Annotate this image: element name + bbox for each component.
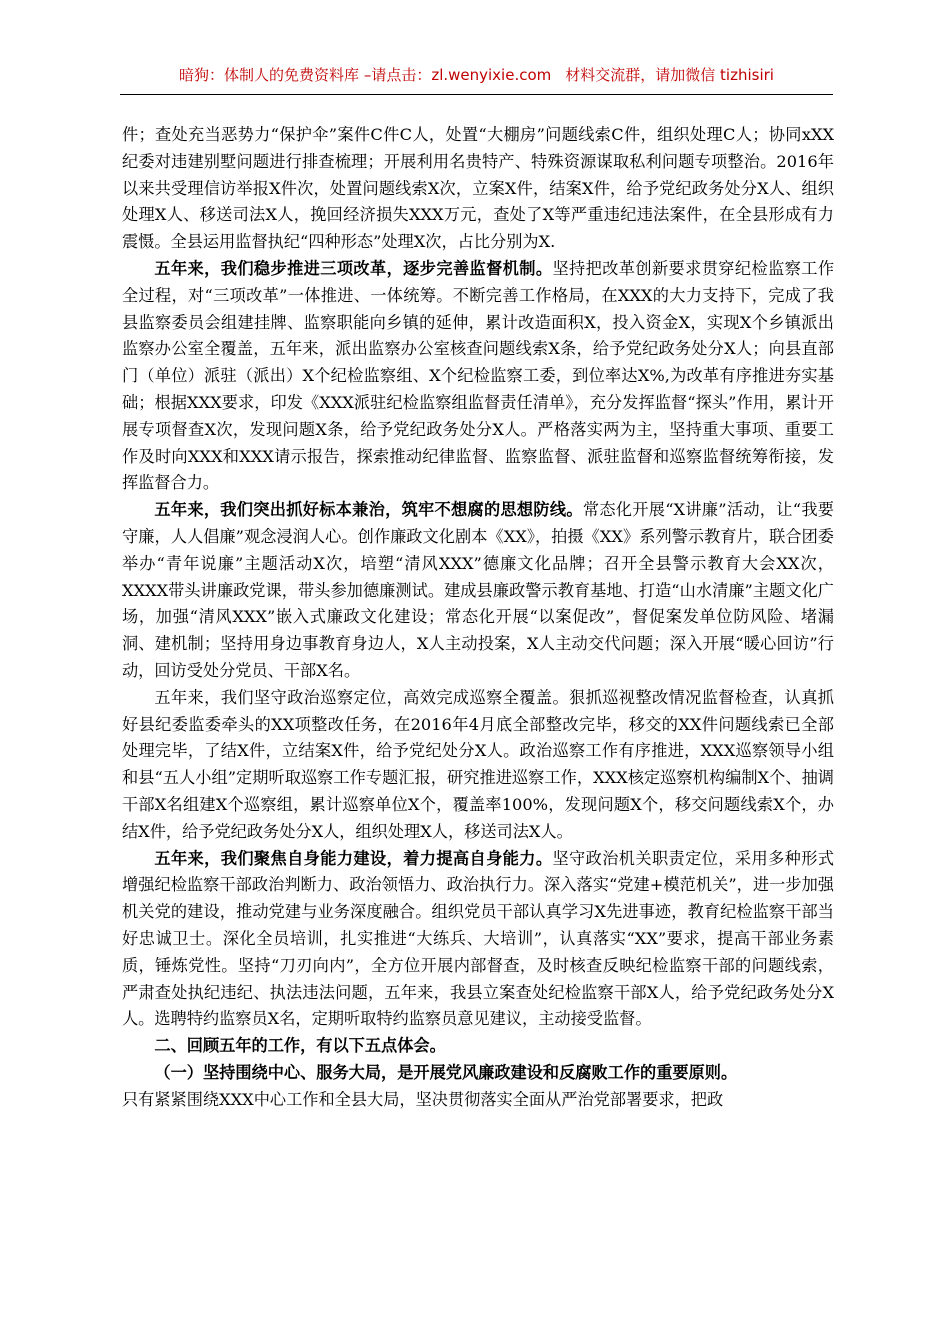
paragraph-8: 只有紧紧围绕XXX中心工作和全县大局，坚决贯彻落实全面从严治党部署要求，把政	[122, 1089, 724, 1109]
header-url-link[interactable]: zl.wenyixie.com	[431, 66, 552, 84]
paragraph-1: 件；查处充当恶势力“保护伞”案件C件C人，处置“大棚房”问题线索C件，组织处理C人；协同xXX纪委对违建别墅问题进行排查梳理；开展利用名贵特产、特殊资源谋取私利问题专项整治。2016年以来共受理信访举报X件次，处置问题线索X次，立案X件，结案X件，给予党纪政务处分X人、组织处理X人、移送司法X人，挽回经济损失XXX万元，查处了X等严重违纪违法案件，在全县形成有力震慑。全县运用监督执纪“四种形态”处理X次，占比分别为X.	[122, 125, 834, 252]
paragraph-3: 五年来，我们突出抓好标本兼治，筑牢不想腐的思想防线。常态化开展“X讲廉”活动，让“我要守廉，人人倡廉”观念浸润人心。创作廉政文化剧本《XX》，拍摄《XX》系列警示教育片，联合团委举办“青年说廉”主题活动X次，培塑“清风XXX”德廉文化品牌；召开全县警示教育大会XX次，XXXX带头讲廉政党课，带头参加德廉测试。建成县廉政警示教育基地、打造“山水清廉”主题文化广场，加强“清风XXX”嵌入式廉政文化建设；常态化开展“以案促改”，督促案发单位防风险、堵漏洞、建机制；坚持用身边事教育身边人，X人主动投案，X人主动交代问题；深入开展“暖心回访”行动，回访受处分党员、干部X名。	[122, 500, 834, 680]
paragraph-2-heading: 五年来，我们稳步推进三项改革，逐步完善监督机制。	[154, 258, 553, 278]
paragraph-3-heading: 五年来，我们突出抓好标本兼治，筑牢不想腐的思想防线。	[154, 500, 583, 520]
header-click-prompt: –请点击：	[359, 66, 432, 84]
page-header	[120, 64, 833, 95]
paragraph-4: 五年来，我们坚守政治巡察定位，高效完成巡察全覆盖。狠抓巡视整改情况监督检查，认真抓好县纪委监委牵头的XX项整改任务，在2016年4月底全部整改完毕，移交的XX件问题线索已全部处理完毕，了结X件，立结案X件，给予党纪处分X人。政治巡察工作有序推进，XXX巡察领导小组和县“五人小组”定期听取巡察工作专题汇报，研究推进巡察工作，XXX核定巡察机构编制X个、抽调干部X名组建X个巡察组，累计巡察单位X个，覆盖率100%，发现问题X个，移交问题线索X个，办结X件，给予党纪政务处分X人，组织处理X人，移送司法X人。	[122, 687, 834, 841]
subsection-heading-1: （一）坚持围绕中心、服务大局，是开展党风廉政建设和反腐败工作的重要原则。	[154, 1062, 738, 1082]
header-wechat-note: 材料交流群，请加微信 tizhisiri	[565, 66, 774, 84]
paragraph-2: 五年来，我们稳步推进三项改革，逐步完善监督机制。坚持把改革创新要求贯穿纪检监察工作全过程，对“三项改革”一体推进、一体统筹。不断完善工作格局，在XXX的大力支持下，完成了我县监察委员会组建挂牌、监察职能向乡镇的延伸，累计改造面积X，投入资金X，实现X个乡镇派出监察办公室全覆盖，五年来，派出监察办公室核查问题线索X条，给予党纪政务处分X人；向县直部门（单位）派驻（派出）X个纪检监察组、X个纪检监察工委，到位率达X%,为改革有序推进夯实基础；根据XXX要求，印发《XXX派驻纪检监察组监督责任清单》，充分发挥监督“探头”作用，累计开展专项督查X次，发现问题X条，给予党纪政务处分X人。严格落实两为主，坚持重大事项、重要工作及时向XXX和XXX请示报告，探索推动纪律监督、监察监督、派驻监督和巡察监督统筹衔接，发挥监督合力。	[122, 258, 835, 493]
paragraph-5-heading: 五年来，我们聚焦自身能力建设，着力提高自身能力。	[154, 848, 553, 868]
paragraph-5: 五年来，我们聚焦自身能力建设，着力提高自身能力。坚守政治机关职责定位，采用多种形式增强纪检监察干部政治判断力、政治领悟力、政治执行力。深入落实“党建+模范机关”，进一步加强机关党的建设，推动党建与业务深度融合。组织党员干部认真学习X先进事迹，教育纪检监察干部当好忠诚卫士。深化全员培训，扎实推进“大练兵、大培训”，认真落实“XX”要求，提高干部业务素质，锤炼党性。坚持“刀刃向内”，全方位开展内部督查，及时核查反映纪检监察干部的问题线索，严肃查处执纪违纪、执法违法问题，五年来，我县立案查处纪检监察干部X人，给予党纪政务处分X人。选聘特约监察员X名，定期听取特约监察员意见建议，主动接受监督。	[122, 848, 835, 1029]
section-heading-2: 二、回顾五年的工作，有以下五点体会。	[154, 1036, 446, 1056]
document-body	[122, 122, 834, 1113]
header-site-name: 暗狗：体制人的免费资料库	[179, 66, 360, 84]
